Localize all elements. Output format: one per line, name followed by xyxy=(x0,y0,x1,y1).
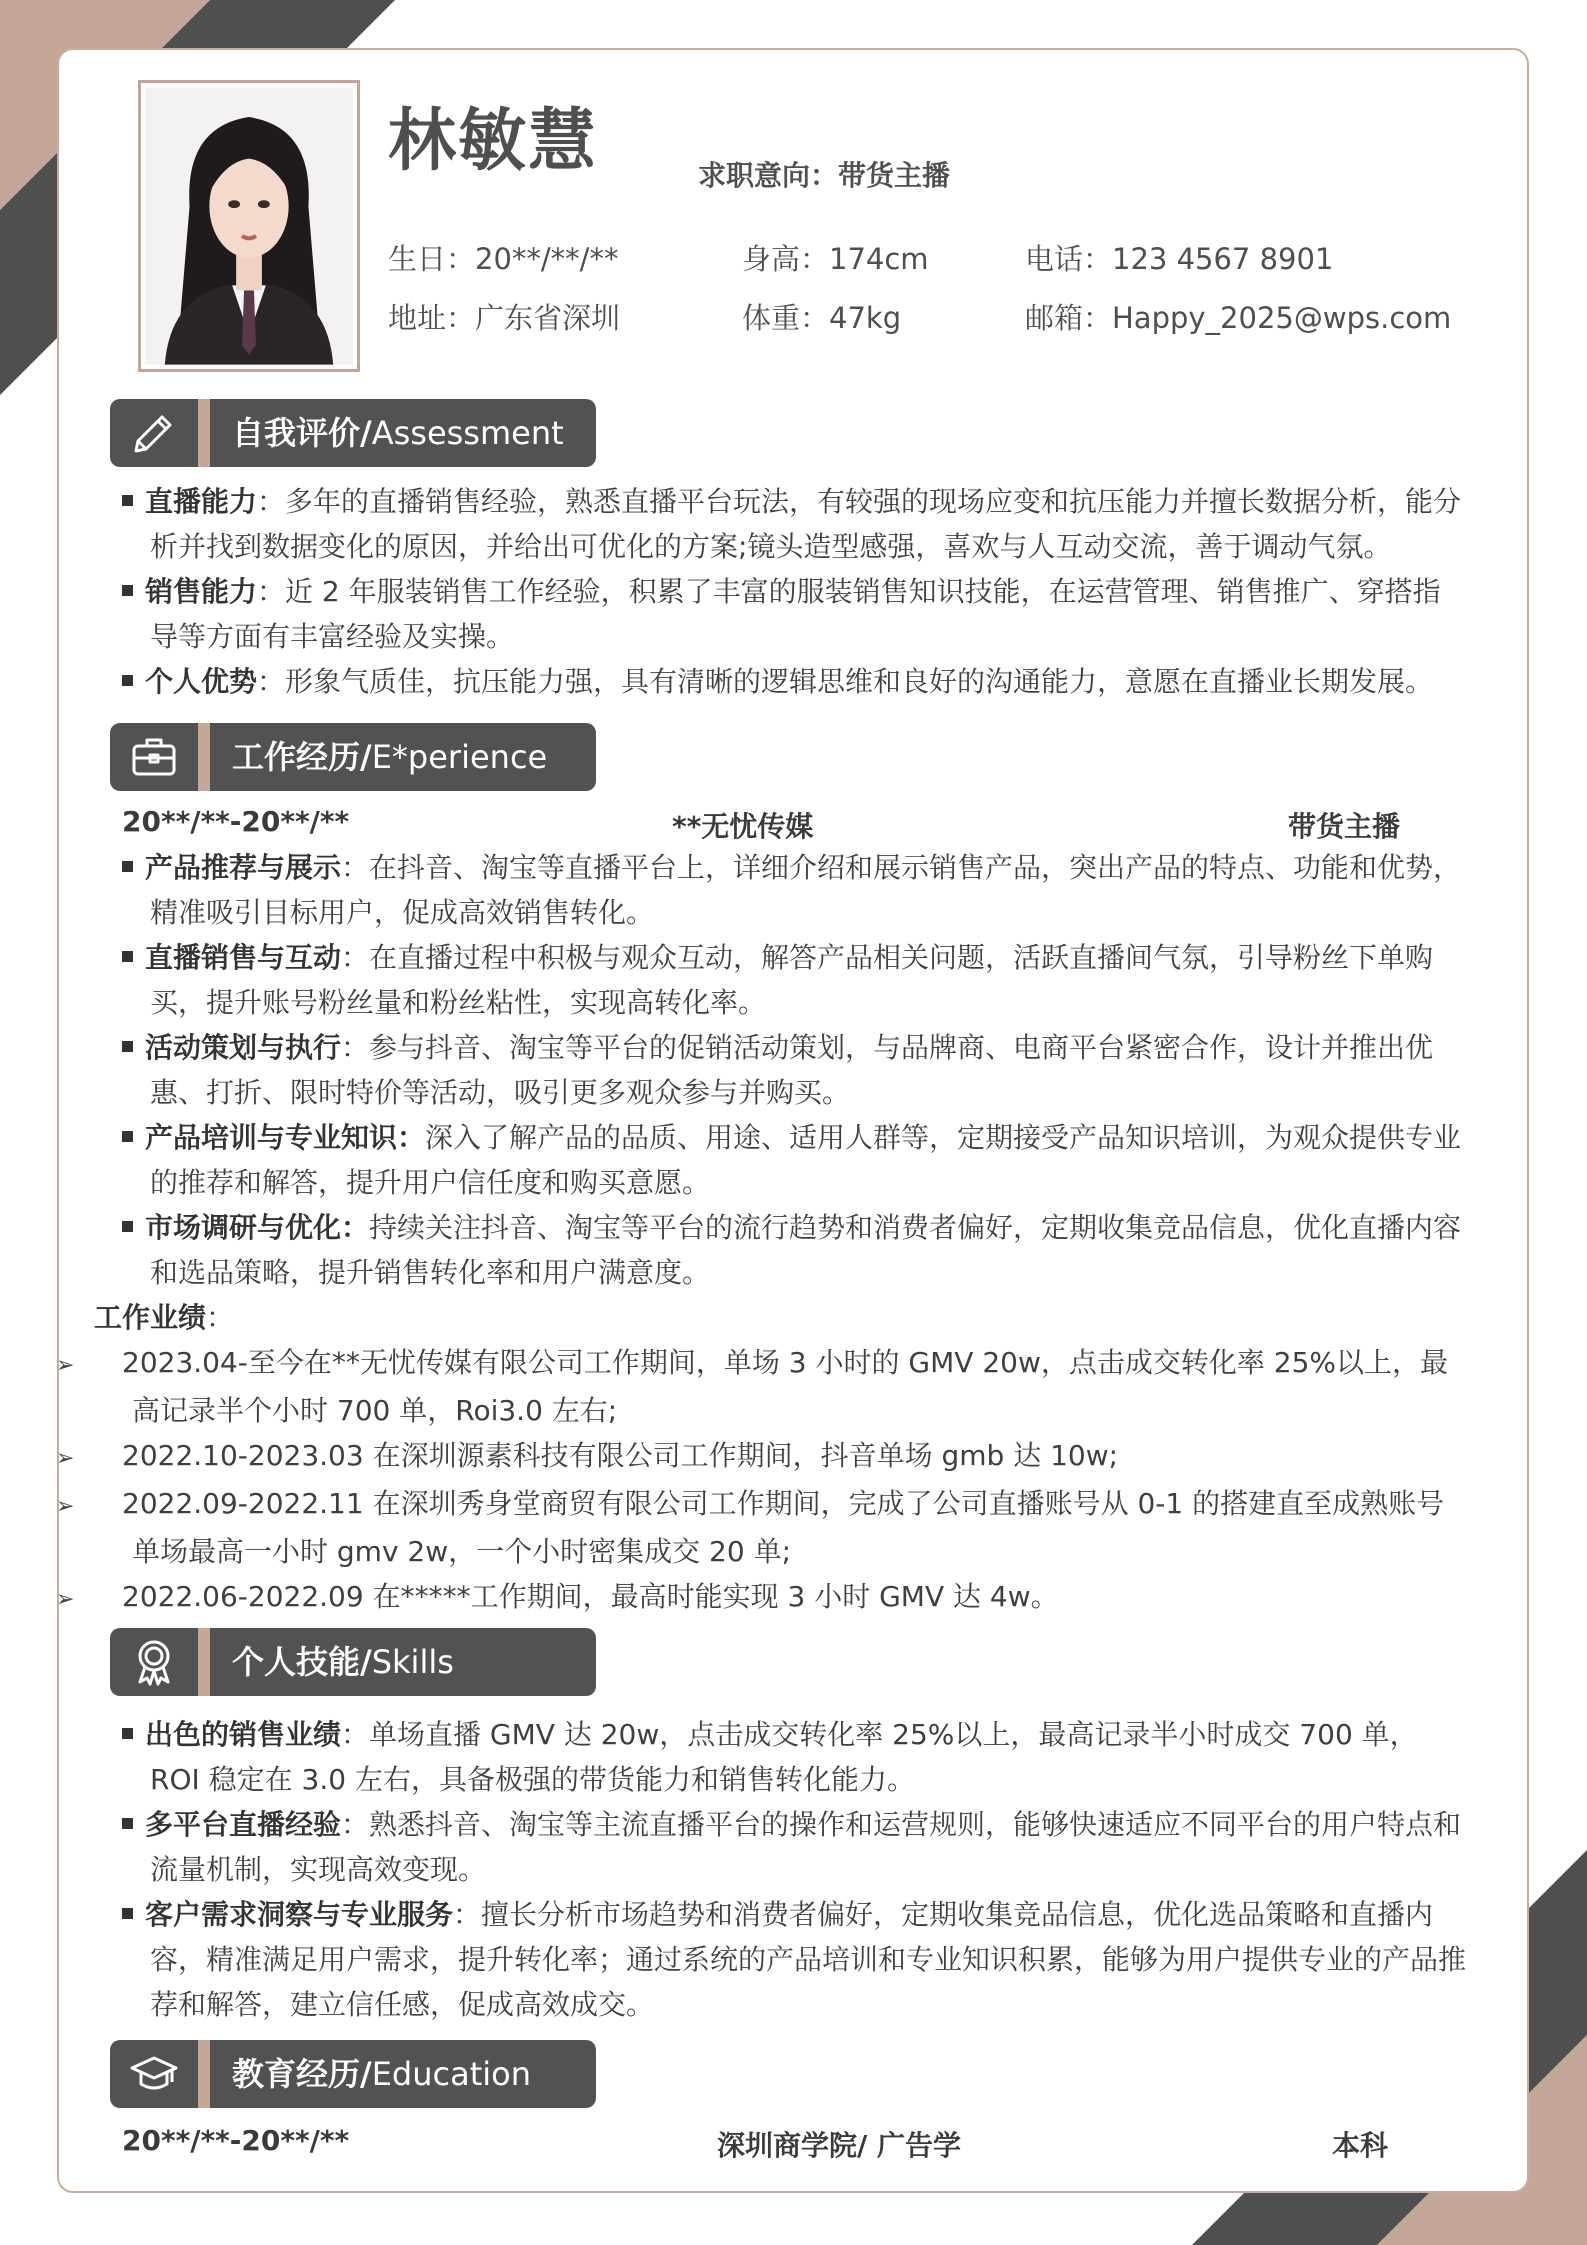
section-title: 教育经历/Education xyxy=(232,2055,532,2093)
list-item: 产品培训与专业知识：深入了解产品的品质、用途、适用人群等，定期接受产品知识培训，为观众提供专业的推荐和解答，提升用户信任度和购买意愿。 xyxy=(122,1115,1467,1205)
height: 身高：174cm xyxy=(742,242,929,276)
experience-company: **无忧传媒 xyxy=(672,810,814,843)
education-period: 20**/**-20**/** xyxy=(122,2124,350,2157)
achievements-heading: 工作业绩： xyxy=(94,1301,235,1334)
arrow-bullet-icon: ➢ xyxy=(56,1494,75,1519)
portrait-illustration xyxy=(145,87,353,365)
achievement-item: ➢ 2022.06-2022.09 在*****工作期间，最高时能实现 3 小时 GMV 达 4w。 xyxy=(94,1574,1467,1622)
achievement-item: ➢ 2022.09-2022.11 在深圳秀身堂商贸有限公司工作期间，完成了公司直播账号从 0-1 的搭建直至成熟账号单场最高一小时 gmv 2w，一个小时密集成交 20 单; xyxy=(94,1481,1467,1574)
weight: 体重：47kg xyxy=(742,301,902,335)
list-item: 产品推荐与展示：在抖音、淘宝等直播平台上，详细介绍和展示销售产品，突出产品的特点、功能和优势，精准吸引目标用户，促成高效销售转化。 xyxy=(122,845,1467,935)
birth-date: 生日：20**/**/** xyxy=(388,242,619,276)
phone: 电话：123 4567 8901 xyxy=(1025,242,1334,276)
accent-bar xyxy=(198,1628,210,1696)
experience-list xyxy=(56,845,1467,1622)
experience-period: 20**/**-20**/** xyxy=(122,805,350,838)
section-header-education xyxy=(110,2040,596,2108)
education-row xyxy=(122,2124,1412,2160)
profile-photo xyxy=(138,80,360,372)
arrow-bullet-icon: ➢ xyxy=(56,1587,75,1612)
address: 地址：广东省深圳 xyxy=(388,301,621,335)
list-item: 销售能力：近 2 年服装销售工作经验，积累了丰富的服装销售知识技能，在运营管理、销售推广、穿搭指导等方面有丰富经验及实操。 xyxy=(122,569,1467,659)
accent-bar xyxy=(198,2040,210,2108)
experience-role: 带货主播 xyxy=(1288,810,1401,843)
arrow-bullet-icon: ➢ xyxy=(56,1446,75,1471)
list-item: 出色的销售业绩：单场直播 GMV 达 20w，点击成交转化率 25%以上，最高记录半小时成交 700 单，ROI 稳定在 3.0 左右，具备极强的带货能力和销售转化能力。 xyxy=(122,1712,1467,1802)
skills-list xyxy=(122,1712,1467,2027)
list-item: 直播销售与互动：在直播过程中积极与观众互动，解答产品相关问题，活跃直播间气氛，引导粉丝下单购买，提升账号粉丝量和粉丝粘性，实现高转化率。 xyxy=(122,935,1467,1025)
accent-bar xyxy=(198,399,210,467)
section-header-skills xyxy=(110,1628,596,1696)
email: 邮箱：Happy_2025@wps.com xyxy=(1025,301,1452,335)
briefcase-icon xyxy=(110,723,198,791)
section-title: 工作经历/E*perience xyxy=(232,738,548,776)
list-item: 活动策划与执行：参与抖音、淘宝等平台的促销活动策划，与品牌商、电商平台紧密合作，设计并推出优惠、打折、限时特价等活动，吸引更多观众参与并购买。 xyxy=(122,1025,1467,1115)
experience-summary-row xyxy=(122,805,1412,841)
education-school: 深圳商学院/ 广告学 xyxy=(717,2129,961,2162)
list-item: 直播能力：多年的直播销售经验，熟悉直播平台玩法，有较强的现场应变和抗压能力并擅长数据分析，能分析并找到数据变化的原因，并给出可优化的方案;镜头造型感强，喜欢与人互动交流，善于调动气氛。 xyxy=(122,479,1467,569)
arrow-bullet-icon: ➢ xyxy=(56,1353,75,1378)
section-header-assessment xyxy=(110,399,596,467)
achievement-item: ➢ 2022.10-2023.03 在深圳源素科技有限公司工作期间，抖音单场 gmb 达 10w; xyxy=(94,1433,1467,1481)
accent-bar xyxy=(198,723,210,791)
list-item: 多平台直播经验：熟悉抖音、淘宝等主流直播平台的操作和运营规则，能够快速适应不同平台的用户特点和流量机制，实现高效变现。 xyxy=(122,1802,1467,1892)
section-title: 自我评价/Assessment xyxy=(232,414,564,452)
list-item: 客户需求洞察与专业服务：擅长分析市场趋势和消费者偏好，定期收集竞品信息，优化选品策略和直播内容，精准满足用户需求，提升转化率；通过系统的产品培训和专业知识积累，能够为用户提供专业的产品推荐和解答，建立信任感，促成高效成交。 xyxy=(122,1892,1467,2027)
list-item: 个人优势：形象气质佳，抗压能力强，具有清晰的逻辑思维和良好的沟通能力，意愿在直播业长期发展。 xyxy=(122,659,1467,704)
section-header-experience xyxy=(110,723,596,791)
candidate-name: 林敏慧 xyxy=(388,102,599,181)
achievement-item: ➢ 2023.04-至今在**无忧传媒有限公司工作期间，单场 3 小时的 GMV 20w，点击成交转化率 25%以上，最高记录半个小时 700 单，Roi3.0 左右; xyxy=(94,1340,1467,1433)
job-intent: 求职意向：带货主播 xyxy=(698,159,951,192)
education-degree: 本科 xyxy=(1332,2129,1389,2162)
award-icon xyxy=(110,1628,198,1696)
section-title: 个人技能/Skills xyxy=(232,1643,454,1681)
pencil-icon xyxy=(110,399,198,467)
assessment-list xyxy=(122,479,1467,704)
list-item: 市场调研与优化：持续关注抖音、淘宝等平台的流行趋势和消费者偏好，定期收集竞品信息，优化直播内容和选品策略，提升销售转化率和用户满意度。 xyxy=(122,1205,1467,1295)
graduation-cap-icon xyxy=(110,2040,198,2108)
